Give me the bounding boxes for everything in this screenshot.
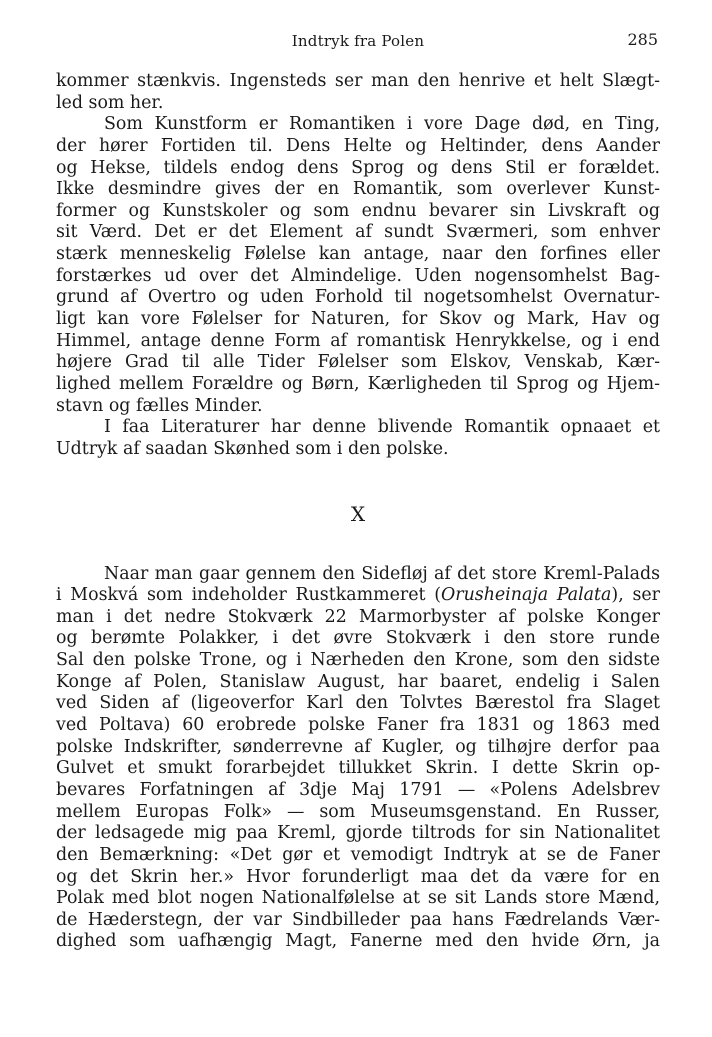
text-line: og det Skrin her.» Hvor forunderligt maa det da være for en (56, 866, 660, 887)
text-line: Sal den polske Trone, og i Nærheden den Krone, som den sidste (56, 650, 660, 671)
text-line: og berømte Polakker, i det øvre Stokværk i den store runde (56, 628, 660, 649)
section-2-text (56, 564, 660, 954)
text-line: ved Siden af (ligeoverfor Karl den Tolvtes Bærestol fra Slaget (56, 693, 660, 714)
text-segment: i Moskvá som indeholder Rustkammeret ( (56, 585, 441, 606)
text-line: former og Kunstskoler og som endnu bevarer sin Livskraft og (56, 200, 660, 221)
text-line: Udtryk af saadan Skønhed som i den polske. (56, 438, 449, 459)
text-line: Konge af Polen, Stanislaw August, har baaret, endelig i Salen (56, 671, 660, 692)
text-line: og Hekse, tildels endog dens Sprog og dens Stil er forældet. (56, 157, 660, 178)
text-line: man i det nedre Stokværk 22 Marmorbyster af polske Konger (56, 606, 660, 627)
text-line: ligt kan vore Følelser for Naturen, for Skov og Mark, Hav og (56, 309, 660, 330)
text-line: stærk menneskelig Følelse kan antage, naar den forfines eller (56, 244, 660, 265)
text-line: polske Indskrifter, sønderrevne af Kugler, og tilhøjre derfor paa (56, 736, 660, 757)
page-number: 285 (627, 30, 658, 49)
text-line: stavn og fælles Minder. (56, 395, 263, 416)
text-line: de Hæderstegn, der var Sindbilleder paa hans Fædrelands Vær- (56, 909, 660, 930)
text-line: Polak med blot nogen Nationalfølelse at se sit Lands store Mænd, (56, 888, 660, 909)
text-segment: ), ser (611, 585, 660, 606)
text-line: den Bemærkning: «Det gør et vemodigt Indtryk at se de Faner (56, 844, 660, 865)
text-line: Gulvet et smukt forarbejdet tillukket Skrin. I dette Skrin op- (56, 758, 660, 779)
text-line (56, 585, 660, 607)
text-line: Ikke desmindre gives der en Romantik, som overlever Kunst- (56, 179, 660, 200)
text-line: Himmel, antage denne Form af romantisk Henrykkelse, og i end (56, 330, 660, 351)
running-title: Indtryk fra Polen (291, 32, 425, 50)
text-line: ved Poltava) 60 erobrede polske Faner fra 1831 og 1863 med (56, 715, 660, 736)
text-line: kommer stænkvis. Ingensteds ser man den henrive et helt Slægt- (56, 71, 660, 91)
text-line: I faa Literaturer har denne blivende Romantik opnaaet et (104, 417, 660, 438)
text-line: højere Grad til alle Tider Følelser som Elskov, Venskab, Kær- (56, 352, 660, 373)
text-line: Som Kunstform er Romantiken i vore Dage død, en Ting, (104, 114, 660, 135)
running-head (56, 30, 660, 54)
text-line: mellem Europas Folk» — som Museumsgenstand. En Russer, (56, 801, 660, 822)
book-page (56, 30, 660, 953)
text-line: led som her. (56, 92, 164, 113)
section-1-text (56, 71, 660, 461)
text-line: lighed mellem Forældre og Børn, Kærligheden til Sprog og Hjem- (56, 373, 660, 394)
text-line: sit Værd. Det er det Element af sundt Sværmeri, som enhver (56, 222, 660, 243)
text-line: dighed som uafhængig Magt, Fanerne med den hvide Ørn, ja (56, 931, 660, 952)
text-line: Naar man gaar gennem den Sidefløj af det store Kreml-Palads (104, 563, 660, 584)
section-heading: X (350, 501, 366, 526)
text-line: forstærkes ud over det Almindelige. Uden nogensomhelst Bag- (56, 265, 660, 286)
text-line: bevares Forfatningen af 3dje Maj 1791 — «Polens Adelsbrev (56, 779, 660, 800)
text-line: der ledsagede mig paa Kreml, gjorde tiltrods for sin Nationalitet (56, 823, 660, 844)
italic-title: Orusheinaja Palata (441, 585, 612, 606)
text-line: grund af Overtro og uden Forhold til nogetsomhelst Overnatur- (56, 287, 660, 308)
text-line: der hører Fortiden til. Dens Helte og Heltinder, dens Aander (56, 135, 660, 156)
